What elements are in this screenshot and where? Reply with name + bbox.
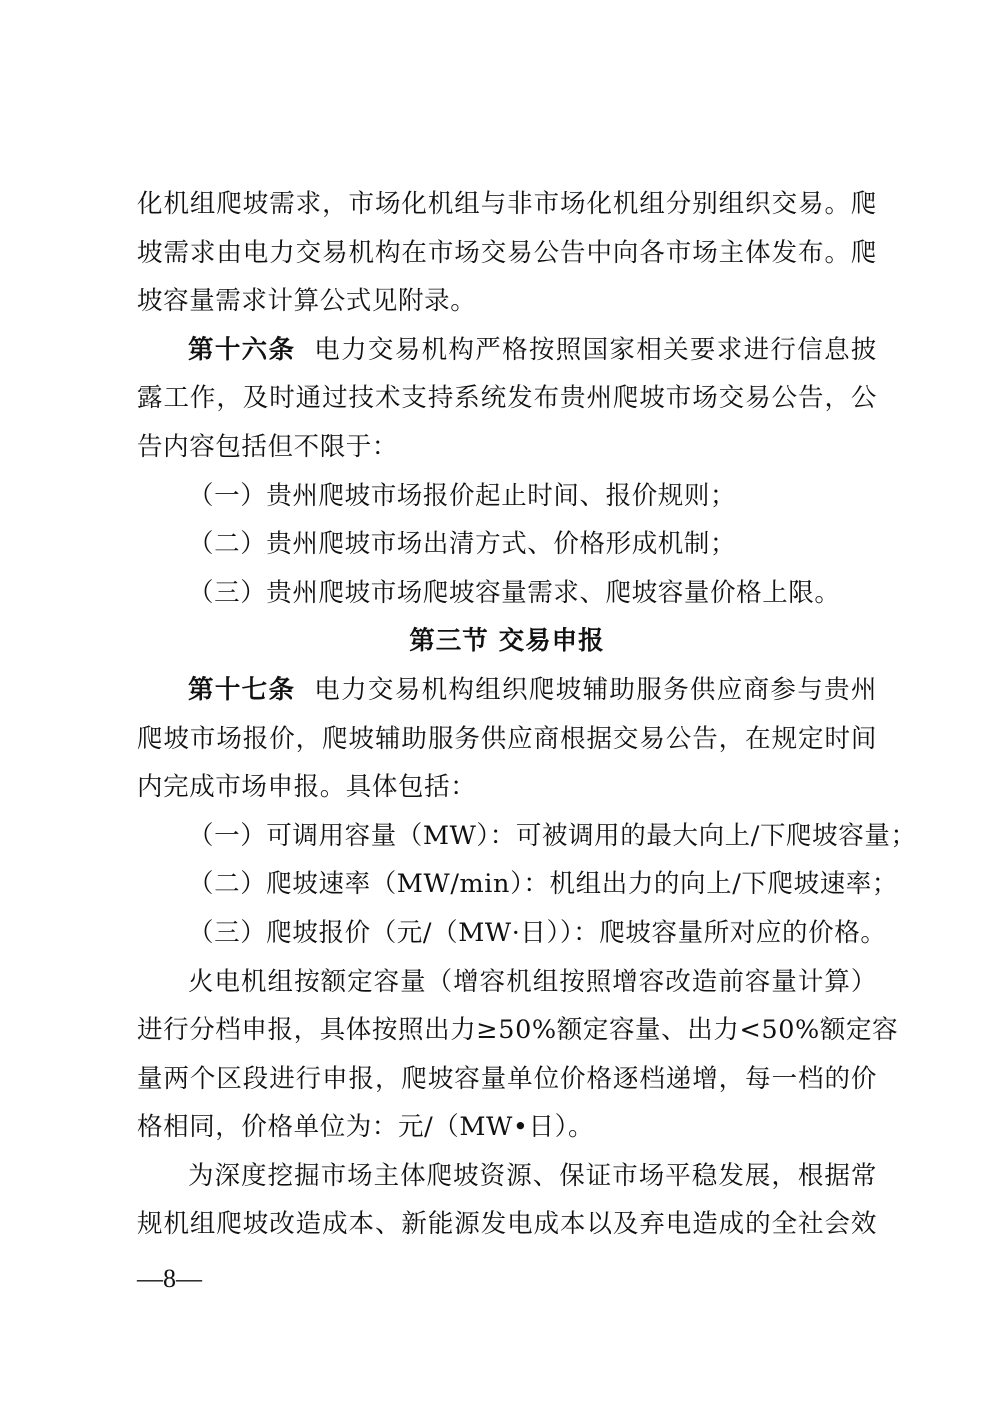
article-16-label: 第十六条 [188, 334, 296, 365]
article-16-text: 电力交易机构严格按照国家相关要求进行信息披 [314, 334, 877, 365]
paragraph-line: 坡需求由电力交易机构在市场交易公告中向各市场主体发布。爬 [137, 237, 877, 268]
paragraph-line: 坡容量需求计算公式见附录。 [137, 286, 477, 317]
article-16-first-line [137, 326, 877, 375]
list-item: （三）爬坡报价（元/（MW·日））：爬坡容量所对应的价格。 [188, 917, 887, 948]
paragraph-line: 化机组爬坡需求，市场化机组与非市场化机组分别组织交易。爬 [137, 189, 877, 219]
paragraph-line: 告内容包括但不限于： [137, 431, 399, 462]
paragraph-line: 进行分档申报，具体按照出力≥50%额定容量、出力<50%额定容 [137, 1015, 899, 1046]
paragraph-line: 露工作，及时通过技术支持系统发布贵州爬坡市场交易公告，公 [137, 383, 877, 414]
article-17-first-line [137, 666, 877, 715]
page-number: —8— [137, 1264, 202, 1293]
article-17-text: 电力交易机构组织爬坡辅助服务供应商参与贵州 [314, 674, 877, 705]
list-item: （二）贵州爬坡市场出清方式、价格形成机制； [188, 529, 737, 560]
section-heading: 第三节 交易申报 [409, 626, 605, 657]
body-text [137, 180, 917, 1249]
list-item: （一）可调用容量（MW）：可被调用的最大向上/下爬坡容量； [188, 820, 917, 851]
paragraph-line: 内完成市场申报。具体包括： [137, 772, 477, 803]
list-item: （一）贵州爬坡市场报价起止时间、报价规则； [188, 480, 737, 511]
article-17-label: 第十七条 [188, 674, 296, 705]
paragraph-line: 规机组爬坡改造成本、新能源发电成本以及弃电造成的全社会效 [137, 1209, 877, 1240]
paragraph-line: 格相同，价格单位为：元/（MW•日）。 [137, 1112, 595, 1143]
list-item: （三）贵州爬坡市场爬坡容量需求、爬坡容量价格上限。 [188, 577, 841, 608]
paragraph-line: 爬坡市场报价，爬坡辅助服务供应商根据交易公告，在规定时间 [137, 723, 877, 754]
list-item: （二）爬坡速率（MW/min）：机组出力的向上/下爬坡速率； [188, 869, 899, 900]
paragraph-line: 量两个区段进行申报，爬坡容量单位价格逐档递增，每一档的价 [137, 1063, 877, 1094]
paragraph-line: 火电机组按额定容量（增容机组按照增容改造前容量计算） [188, 966, 877, 997]
paragraph-line: 为深度挖掘市场主体爬坡资源、保证市场平稳发展，根据常 [188, 1160, 877, 1191]
